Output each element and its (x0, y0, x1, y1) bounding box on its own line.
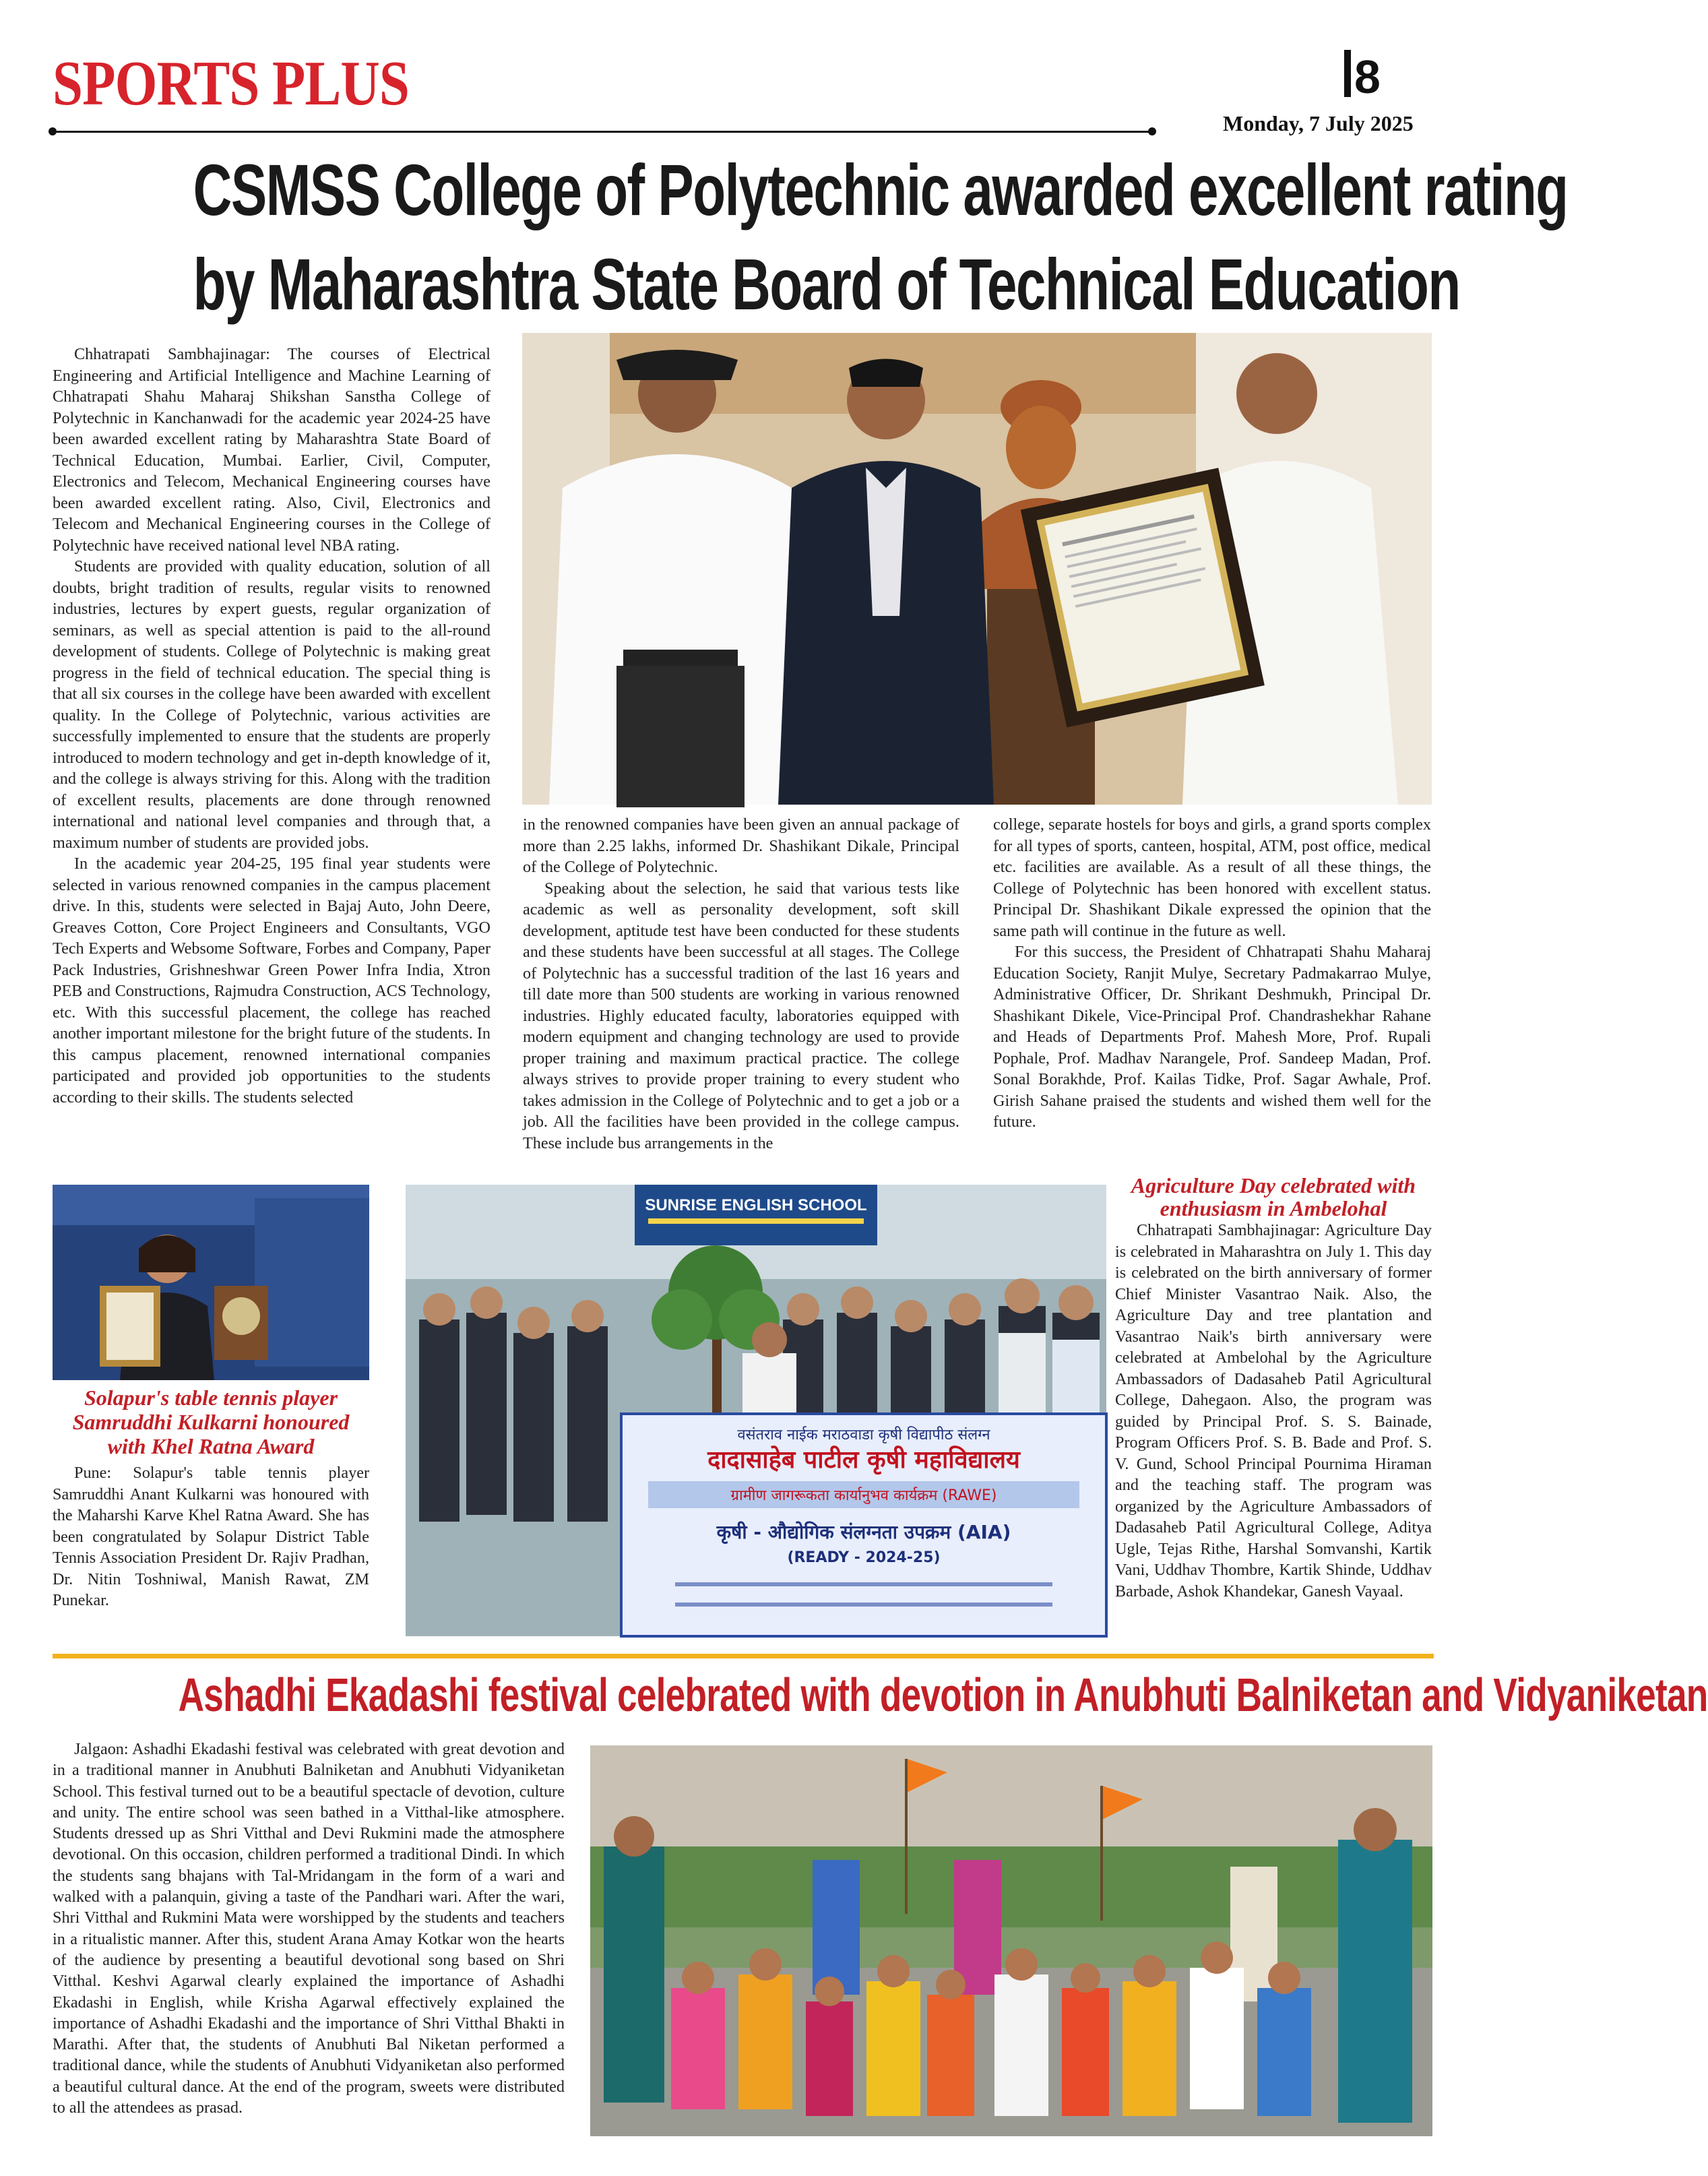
page-number: 8 (1354, 51, 1381, 103)
paragraph: In the academic year 204-25, 195 final year students were selected in various renowned companies in the campus placement drive. In this, students were selected in Bajaj Auto, John Deere, Greaves Cotton, Core Project Engineers and Consultants, VGO Tech Experts and Websome Software, Forbes and Company, Paper Pack Industries, Grishneshwar Green Power Infra India, Xtron PEB and Constructions, Rajmudra Construction, ACS Technology, etc. With this successful placement, the college has reached another important milestone for the bright future of the students. In this campus placement, renowned international companies participated and provided job opportunities to the students according to their skills. The students selected (53, 854, 491, 1107)
paragraph: in the renowned companies have been given an annual package of more than 2.25 lakhs, informed Dr. Shashikant Dikale, Principal of the College of Polytechnic. (523, 815, 959, 876)
agriculture-day-group-photo (406, 1185, 1106, 1636)
agriculture-body (1115, 1220, 1432, 1602)
ashadhi-headline: Ashadhi Ekadashi festival celebrated with devotion in Anubhuti Balniketan and Vidyaniketan (178, 1669, 1708, 1721)
paragraph: For this success, the President of Chhatrapati Shahu Maharaj Education Society, Ranjit Mulye, Secretary Padmakarrao Mulye, Administrative Officer, Dr. Shrikant Deshmukh, Principal Dr. Shashikant Dikele, Vice-Principal Prof. Chandrashekhar Rahane and Heads of Departments Prof. Mahesh More, Prof. Rupali Pophale, Prof. Madhav Narangele, Prof. Sandeep Madan, Prof. Sonal Borakhde, Prof. Kailas Tidke, Prof. Sagar Awhale, Prof. Girish Sahane praised the students and wished them well for the future. (993, 943, 1431, 1131)
paragraph: college, separate hostels for boys and girls, a grand sports complex for all types of sports, canteen, hospital, ATM, post office, medical etc. facilities are available. As a result of all these things, the College of Polytechnic has been honored with excellent status. Principal Dr. Shashikant Dikale expressed the opinion that the same path will continue in the future as well. (993, 815, 1431, 940)
masthead-rule (53, 131, 1151, 133)
banner-line-1: वसंतराव नाईक मराठवाडा कृषी विद्यापीठ संलग्न (737, 1427, 990, 1443)
school-sign-text: SUNRISE ENGLISH SCHOOL (645, 1196, 867, 1214)
paragraph: Speaking about the selection, he said that various tests like academic as well as personality development, soft skill development, aptitude test have been conducted for these students and these students have been successful at all stages. The College of Polytechnic has a successful tradition of the last 16 years and till date more than 500 students are working in various renowned industries. Highly educated faculty, laboratories equipped with modern equipment and changing technology are used to provide proper training and maximum practical practice. The college always strives to provide proper training to every student who takes admission in the College of Polytechnic and to get a job or a job. All the facilities have been provided in the college campus. These include bus arrangements in the (523, 879, 959, 1152)
agriculture-headline: Agriculture Day celebrated with enthusiasm in Ambelohal (1131, 1173, 1416, 1220)
paragraph: Jalgaon: Ashadhi Ekadashi festival was celebrated with great devotion and in a traditional manner in Anubhuti Balniketan and Anubhuti Vidyaniketan School. This festival turned out to be a beautiful spectacle of devotion, culture and unity. The entire school was seen bathed in a Vitthal-like atmosphere. Students dressed up as Shri Vitthal and Devi Rukmini made the atmosphere devotional. On this occasion, children performed a traditional Dindi. In which the students sang bhajans with Tal-Mridangam in the form of a wari and walked with a palanquin, giving a taste of the Pandhari wari. After the wari, Shri Vitthal and Rukmini Mata were worshipped by the students and teachers in a ritualistic manner. After this, student Arana Amay Kotkar won the hearts of the audience by presenting a beautiful devotional song based on Shri Vitthal. Keshvi Agarwal clearly explained the importance of Ashadhi Ekadashi in English, while Krisha Agarwal effectively explained the importance of Ashadhi Ekadashi and the importance of Shri Vitthal Bhakti in Marathi. After that, the students of Anubhuti Bal Niketan performed a traditional dance, while the students of Anubhuti Vidyaniketan also performed a beautiful cultural dance. At the end of the program, sweets were distributed to all the attendees as prasad. (53, 1740, 565, 2117)
award-ceremony-photo (522, 333, 1432, 805)
paragraph: Chhatrapati Sambhajinagar: The courses of Electrical Engineering and Artificial Intelligence and Machine Learning of Chhatrapati Shahu Maharaj Shikshan Sanstha College of Polytechnic in Kanchanwadi for the academic year 2024-25 have been awarded excellent rating by Maharashtra State Board of Technical Education, Mumbai. Earlier, Civil, Computer, Electronics and Telecom, Mechanical Engineering courses have been awarded excellent rating. Also, Civil, Electronics and Telecom and Mechanical Engineering courses in the College of Polytechnic have received national level NBA rating. (53, 345, 491, 555)
paragraph: Pune: Solapur's table tennis player Samruddhi Anant Kulkarni was honoured with the Maharshi Karve Khel Ratna Award. She has been congratulated by Solapur District Table Tennis Association President Dr. Rajiv Pradhan, Dr. Nitin Toshniwal, Manish Rawat, ZM Punekar. (53, 1464, 369, 1609)
paragraph: Chhatrapati Sambhajinagar: Agriculture Day is celebrated in Maharashtra on July 1. This day is celebrated on the birth anniversary of former Chief Minister Vasantrao Naik. Also, the Agriculture Day and tree plantation and Vasantrao Naik's birth anniversary were celebrated at Ambelohal by the Agriculture Ambassadors of Dadasaheb Patil Agricultural College, Dahegaon. Also, the program was guided by Principal Prof. S. S. Bainade, Program Officers Prof. S. B. Bade and Prof. S. V. Gund, School Principal Pournima Hiraman and the teaching staff. The program was organized by the Agriculture Ambassadors of Dadasaheb Patil Agricultural College, Aditya Ugle, Tejas Rithe, Harshal Somvanshi, Kartik Vani, Uddhav Thombre, Kartik Shinde, Uddhav Barbade, Ashok Khandekar, Ganesh Vayaal. (1115, 1221, 1432, 1600)
issue-date: Monday, 7 July 2025 (1223, 111, 1414, 135)
ashadhi-procession-photo (590, 1745, 1432, 2136)
banner-line-2: दादासाहेब पाटील कृषी महाविद्यालय (707, 1446, 1020, 1474)
solapur-headline: Solapur's table tennis player Samruddhi Kulkarni honoured with Khel Ratna Award (72, 1386, 350, 1458)
award-recipient-photo (53, 1185, 369, 1380)
main-headline-line-2: by Maharashtra State Board of Technical Education (193, 243, 1460, 325)
main-story-column-2 (523, 814, 959, 1166)
banner-line-3: ग्रामीण जागरूकता कार्यानुभव कार्यक्रम (RAWE) (730, 1487, 997, 1504)
banner-line-5: (READY - 2024-25) (787, 1549, 941, 1566)
page-number-bar (1344, 50, 1351, 97)
solapur-body (53, 1462, 369, 1611)
section-name: SPORTS PLUS (53, 49, 410, 119)
ashadhi-body (53, 1739, 565, 2136)
main-headline-line-1: CSMSS College of Polytechnic awarded excellent rating (193, 149, 1568, 230)
banner-line-4: कृषी - औद्योगिक संलग्नता उपक्रम (AIA) (716, 1521, 1011, 1543)
main-story-column-3 (993, 814, 1431, 1166)
main-story-column-1 (53, 344, 491, 1166)
masthead-rule-dot-right (1148, 127, 1156, 135)
section-divider (53, 1654, 1434, 1658)
masthead-rule-dot-left (49, 127, 57, 135)
paragraph: Students are provided with quality education, solution of all doubts, bright tradition of results, regular visits to renowned industries, lectures by expert guests, regular organization of seminars, as well as special attention is paid to the all-round development of students. College of Polytechnic is making great progress in the field of technical education. The special thing is that all six courses in the college have been awarded with excellent quality. In the College of Polytechnic, various activities are successfully implemented to ensure that the students are properly introduced to modern technology and get in-depth knowledge of it, and the college is always striving for this. Along with the tradition of excellent results, placements are done through renowned international and national level companies and through that, a maximum number of students are provided jobs. (53, 557, 491, 852)
